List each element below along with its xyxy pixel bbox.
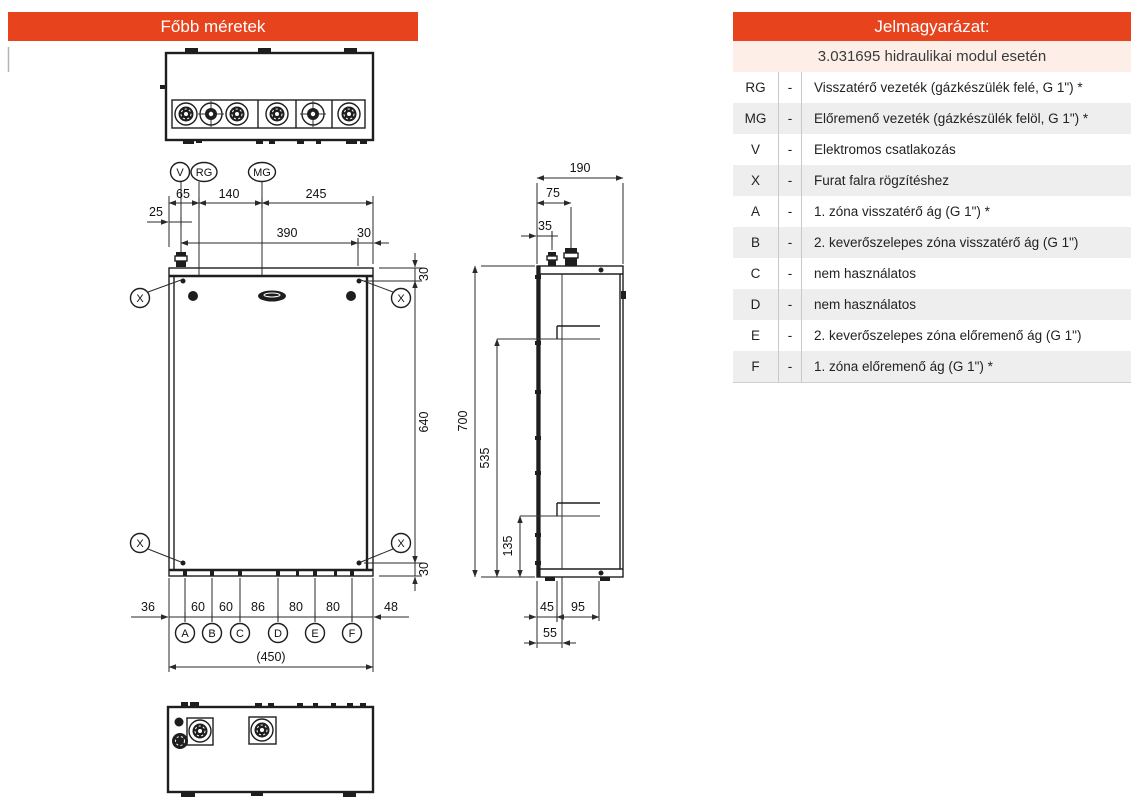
pipe-connector-icon: [266, 103, 288, 125]
dim-front-245: 245: [305, 187, 327, 201]
legend-separator: -: [779, 227, 802, 258]
port-label-c-text: C: [236, 628, 244, 640]
port-label-f: [343, 624, 362, 643]
legend-row-c: [733, 258, 1131, 289]
legend-separator: -: [779, 134, 802, 165]
port-label-c: [231, 624, 250, 643]
panel-hole: [346, 291, 356, 301]
main-dimensions-title: Főbb méretek: [8, 12, 418, 41]
hole-label-x: X: [136, 538, 144, 550]
legend-row-f: [733, 351, 1131, 382]
square-connector-icon: [249, 717, 276, 744]
port-label-b-text: B: [208, 628, 216, 640]
port-label-a-text: A: [181, 628, 189, 640]
port-label-e-text: E: [311, 628, 319, 640]
front-view-drawing: [169, 252, 373, 576]
dim-front-48: 48: [384, 600, 398, 614]
hole-label-x: X: [397, 538, 405, 550]
port-label-f-text: F: [348, 628, 356, 640]
legend-key: B: [733, 227, 779, 258]
dim-side-75: 75: [546, 186, 560, 200]
legend-subtitle: 3.031695 hidraulikai modul esetén: [733, 41, 1131, 72]
legend-title: Jelmagyarázat:: [733, 12, 1131, 41]
legend-panel: [733, 12, 1131, 383]
port-label-rg-text: RG: [195, 167, 213, 179]
legend-key: MG: [733, 103, 779, 134]
hole-label-x: X: [136, 293, 144, 305]
legend-key: V: [733, 134, 779, 165]
dim-front-60-1: 60: [191, 600, 205, 614]
legend-row-mg: [733, 103, 1131, 134]
legend-separator: -: [779, 289, 802, 320]
dim-side-190: 190: [569, 161, 591, 175]
dim-side-45: 45: [540, 600, 554, 614]
legend-description: Furat falra rögzítéshez: [814, 173, 950, 188]
legend-key: E: [733, 320, 779, 351]
legend-description: Elektromos csatlakozás: [814, 142, 956, 157]
legend-row-v: [733, 134, 1131, 165]
legend-description: 2. keverőszelepes zóna visszatérő ág (G 1"): [814, 235, 1079, 250]
legend-row-d: [733, 289, 1131, 320]
top-view-drawing: [160, 48, 373, 144]
side-view-drawing: [497, 248, 626, 581]
legend-separator: -: [779, 103, 802, 134]
drain-port: [175, 718, 184, 727]
square-connector-icon: [187, 718, 213, 745]
legend-key: A: [733, 196, 779, 227]
dim-side-95: 95: [571, 600, 585, 614]
legend-description: nem használatos: [814, 266, 917, 281]
dim-side-55: 55: [543, 626, 557, 640]
legend-description: Előremenő vezeték (gázkészülék felöl, G 1") *: [814, 111, 1089, 126]
legend-key: RG: [733, 72, 779, 103]
legend-description: 2. keverőszelepes zóna előremenő ág (G 1"): [814, 328, 1082, 343]
legend-separator: -: [779, 258, 802, 289]
dim-front-140: 140: [218, 187, 240, 201]
dim-front-450: (450): [256, 650, 286, 664]
dim-front-86: 86: [251, 600, 265, 614]
legend-row-b: [733, 227, 1131, 258]
dim-front-65: 65: [176, 187, 190, 201]
dim-front-390: 390: [276, 226, 298, 240]
dim-front-60-2: 60: [219, 600, 233, 614]
dim-front-80-2: 80: [326, 600, 340, 614]
valve-connector-icon: [198, 101, 224, 127]
dim-side-135: 135: [501, 535, 515, 557]
port-label-v: [171, 163, 190, 182]
legend-row-a: [733, 196, 1131, 227]
brand-badge: [258, 291, 286, 302]
port-label-v-text: V: [176, 167, 184, 179]
drain-port: [172, 733, 188, 749]
port-label-b: [203, 624, 222, 643]
port-label-mg-text: MG: [253, 167, 271, 179]
legend-separator: -: [779, 351, 802, 382]
dim-front-36: 36: [141, 600, 155, 614]
legend-row-e: [733, 320, 1131, 351]
legend-separator: -: [779, 72, 802, 103]
pipe-connector-icon: [175, 103, 197, 125]
port-label-e: [306, 624, 325, 643]
dim-side-35: 35: [538, 219, 552, 233]
legend-table: [733, 72, 1131, 383]
port-label-a: [176, 624, 195, 643]
legend-separator: -: [779, 196, 802, 227]
dim-front-25: 25: [149, 205, 163, 219]
legend-description: 1. zóna visszatérő ág (G 1") *: [814, 204, 990, 219]
valve-connector-icon: [300, 101, 326, 127]
legend-separator: -: [779, 165, 802, 196]
pipe-connector-icon: [338, 103, 360, 125]
dim-side-535: 535: [478, 447, 492, 469]
panel-hole: [188, 291, 198, 301]
dim-front-30-top: 30: [357, 226, 371, 240]
pipe-connector-icon: [226, 103, 248, 125]
dim-front-30-upper: 30: [417, 267, 431, 281]
dim-front-80-1: 80: [289, 600, 303, 614]
port-label-d-text: D: [274, 628, 282, 640]
legend-key: X: [733, 165, 779, 196]
port-label-rg: [191, 163, 217, 182]
legend-description: nem használatos: [814, 297, 917, 312]
legend-key: C: [733, 258, 779, 289]
legend-description: Visszatérő vezeték (gázkészülék felé, G 1") *: [814, 80, 1083, 95]
legend-separator: -: [779, 320, 802, 351]
cable-gland-icon: [547, 252, 557, 266]
legend-key: F: [733, 351, 779, 382]
port-label-mg: [249, 163, 276, 182]
port-label-d: [269, 624, 288, 643]
hole-label-x: X: [397, 293, 405, 305]
fixing-hole-callout-bottom-right: [361, 534, 411, 563]
dimension-annotations: [131, 161, 624, 672]
legend-row-x: [733, 165, 1131, 196]
fixing-hole-callout-top-right: [361, 280, 411, 308]
mounting-bracket: [520, 503, 600, 516]
bottom-view-drawing: [168, 702, 373, 797]
cable-gland-icon: [175, 252, 187, 267]
legend-row-rg: [733, 72, 1131, 103]
dim-side-700: 700: [456, 410, 470, 432]
legend-description: 1. zóna előremenő ág (G 1") *: [814, 359, 993, 374]
dim-front-30-lower: 30: [417, 562, 431, 576]
mounting-bracket: [497, 326, 600, 339]
legend-key: D: [733, 289, 779, 320]
cable-gland-icon: [564, 248, 578, 266]
dim-front-640: 640: [417, 411, 431, 433]
